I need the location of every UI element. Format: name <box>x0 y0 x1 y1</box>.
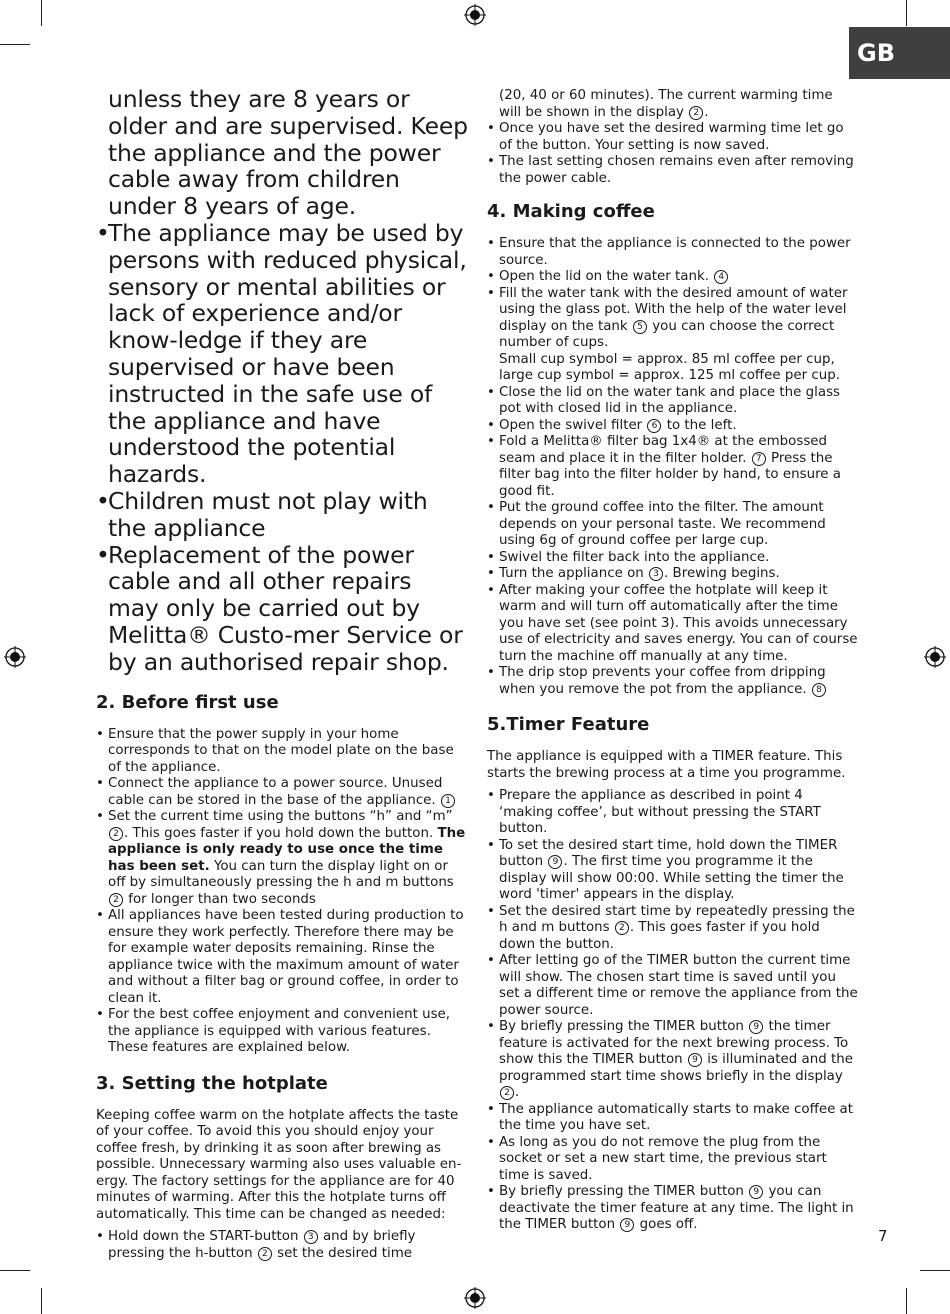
list-item: • Ensure that the appliance is connected to the power source. <box>487 236 851 268</box>
circled-number: 8 <box>812 683 826 697</box>
list-item: • Ensure that the power supply in your home corresponds to that on the model plate on the base of the appliance. <box>96 726 454 775</box>
safety-bullet: • The appliance may be used by persons with reduced physical, sensory or mental abilities or lack of experience and/or know-ledge if they are supervised or have been instructed in the safe use of the appliance and have understood the potential hazards. <box>96 218 467 489</box>
list-item: • After letting go of the TIMER button the current time will show. The chosen start time is saved until you set a different time or remove the appliance from the power source. <box>487 953 858 1018</box>
list-item: • Open the lid on the water tank. 4 <box>487 269 859 286</box>
list-item: • Hold down the START-button 3 and by briefly pressing the h-button 2 set the desired time <box>96 1229 416 1261</box>
list-item: • Turn the appliance on 3 . Brewing begins. <box>487 566 780 581</box>
circled-number: 9 <box>620 1218 634 1232</box>
list-item: • Once you have set the desired warming time let go of the button. Your setting is now saved. <box>487 121 844 153</box>
hotplate-paragraph: Keeping coffee warm on the hotplate affects the taste of your coffee. To avoid this you should enjoy your coffee fresh, by drinking it as soon after brewing as possible. Unnecessary warming also uses valuable en-ergy. The factory settings for the appliance are for 40 minutes of warming. After this the hotplate turns off automatically. This time can be changed as needed: <box>96 1107 462 1222</box>
circled-number: 2 <box>109 827 123 841</box>
circled-number: 4 <box>714 270 728 284</box>
list-item: • By briefly pressing the TIMER button 9 you can deactivate the timer feature at any time. The light in the TIMER button 9 goes off. <box>487 1184 854 1232</box>
circled-number: 6 <box>647 419 661 433</box>
list-item-continued: (20, 40 or 60 minutes). The current warming time will be shown in the display 2 . <box>499 88 833 120</box>
list-item: • As long as you do not remove the plug from the socket or set a new start time, the previous start time is saved. <box>487 1134 827 1183</box>
before-first-use-list <box>96 727 468 1057</box>
circled-number: 2 <box>500 1086 514 1100</box>
circled-number: 9 <box>688 1053 702 1067</box>
crop-mark <box>0 44 30 45</box>
list-item: • Connect the appliance to a power source. Unused cable can be stored in the base of the appliance. 1 <box>96 776 468 809</box>
list-item: • To set the desired start time, hold down the TIMER button 9 . The first time you programme it the display will show 00:00. While setting the timer the word 'timer' appears in the display. <box>487 837 844 902</box>
circled-number: 1 <box>441 794 455 808</box>
circled-number: 2 <box>615 921 629 935</box>
list-item: • After making your coffee the hotplate will keep it warm and will turn off automatically after the time you have set (see point 3). This avoids unnecessary use of electricity and saves energy. You can of course turn the machine off manually at any time. <box>487 582 858 664</box>
safety-bullet: • Replacement of the power cable and all other repairs may only be carried out by Melitta® Custo-mer Service or by an authorised repair shop. <box>96 540 463 676</box>
hotplate-list-continued <box>487 88 859 187</box>
list-item: • By briefly pressing the TIMER button 9 the timer feature is activated for the next brewing process. To show this the TIMER button 9 is illuminated and the programmed start time shows briefly in the display 2 . <box>487 1019 853 1100</box>
circled-number: 7 <box>752 452 766 466</box>
list-item: • Set the current time using the buttons “h” and “m” 2 . This goes faster if you hold down the button. The appliance is only ready to use once the time has been set. You can turn the display light on or off by simultaneously pressing the h and m buttons 2 for longer than two seconds <box>96 809 466 907</box>
crop-mark <box>0 1270 30 1271</box>
registration-mark-icon <box>924 646 946 668</box>
left-column <box>96 86 468 1262</box>
circled-number: 3 <box>649 567 663 581</box>
list-item: • For the best coffee enjoyment and convenient use, the appliance is equipped with various features. These features are explained below. <box>96 1007 451 1056</box>
registration-mark-icon <box>464 4 486 26</box>
circled-number: 9 <box>749 1020 763 1034</box>
circled-number: 2 <box>109 893 123 907</box>
timer-list <box>487 788 859 1234</box>
list-item: • The last setting chosen remains even after removing the power cable. <box>487 154 854 186</box>
section-heading: 4. Making coffee <box>487 201 655 222</box>
circled-number: 3 <box>304 1230 318 1244</box>
list-item: • Prepare the appliance as described in point 4 ‘making coffee’, but without pressing the START button. <box>487 788 821 836</box>
list-item: • Open the swivel filter 6 to the left. <box>487 417 737 433</box>
list-item: • Swivel the filter back into the appliance. <box>487 549 770 565</box>
list-item: • Put the ground coffee into the filter. The amount depends on your personal taste. We recommend using 6g of ground coffee per large cup. <box>487 500 826 548</box>
crop-mark <box>906 1288 907 1314</box>
right-column <box>487 88 859 1234</box>
list-item: • Fold a Melitta® filter bag 1x4® at the embossed seam and place it in the filter holder. 7 Press the filter bag into the filter holder by hand, to ensure a good fit. <box>487 434 841 499</box>
page-number: 7 <box>878 1227 888 1245</box>
list-item: • Fill the water tank with the desired amount of water using the glass pot. With the help of the water level display on the tank 5 you can choose the correct number of cups. Small cup symbol = approx. 85 ml coffee per cup, large cup symbol = approx. 125 ml coffee per cup. <box>487 285 848 383</box>
list-item: • Close the lid on the water tank and place the glass pot with closed lid in the appliance. <box>487 384 841 416</box>
crop-mark <box>41 1288 42 1314</box>
registration-mark-icon <box>464 1287 486 1309</box>
circled-number: 9 <box>749 1185 763 1199</box>
section-heading: 3. Setting the hotplate <box>96 1072 328 1094</box>
circled-number: 2 <box>689 106 703 120</box>
crop-mark <box>906 0 907 26</box>
safety-intro-paragraph: unless they are 8 years or older and are supervised. Keep the appliance and the power cable away from children under 8 years of age. <box>108 85 468 221</box>
circled-number: 5 <box>633 320 647 334</box>
circled-number: 2 <box>258 1247 272 1261</box>
list-item: • All appliances have been tested during production to ensure they work perfectly. Therefore there may be for example water deposits remaining. Rinse the appliance twice with the maximum amount of water and without a filter bag or ground coffee, in order to clean it. <box>96 908 464 1006</box>
section-heading: 5.Timer Feature <box>487 714 650 735</box>
safety-bullet: • Children must not play with the appliance <box>96 486 428 542</box>
language-tab: GB <box>849 27 950 79</box>
crop-mark <box>920 1270 950 1271</box>
making-coffee-list <box>487 236 859 698</box>
crop-mark <box>41 0 42 26</box>
timer-paragraph: The appliance is equipped with a TIMER feature. This starts the brewing process at a time you programme. <box>487 749 846 781</box>
section-heading: 2. Before first use <box>96 691 279 713</box>
list-item: • The appliance automatically starts to make coffee at the time you have set. <box>487 1101 854 1133</box>
hotplate-list <box>96 1229 468 1262</box>
list-item: • The drip stop prevents your coffee from dripping when you remove the pot from the appliance. 8 <box>487 665 826 697</box>
list-item: • Set the desired start time by repeatedly pressing the h and m buttons 2 . This goes faster if you hold down the button. <box>487 903 855 952</box>
registration-mark-icon <box>4 646 26 668</box>
circled-number: 9 <box>548 855 562 869</box>
